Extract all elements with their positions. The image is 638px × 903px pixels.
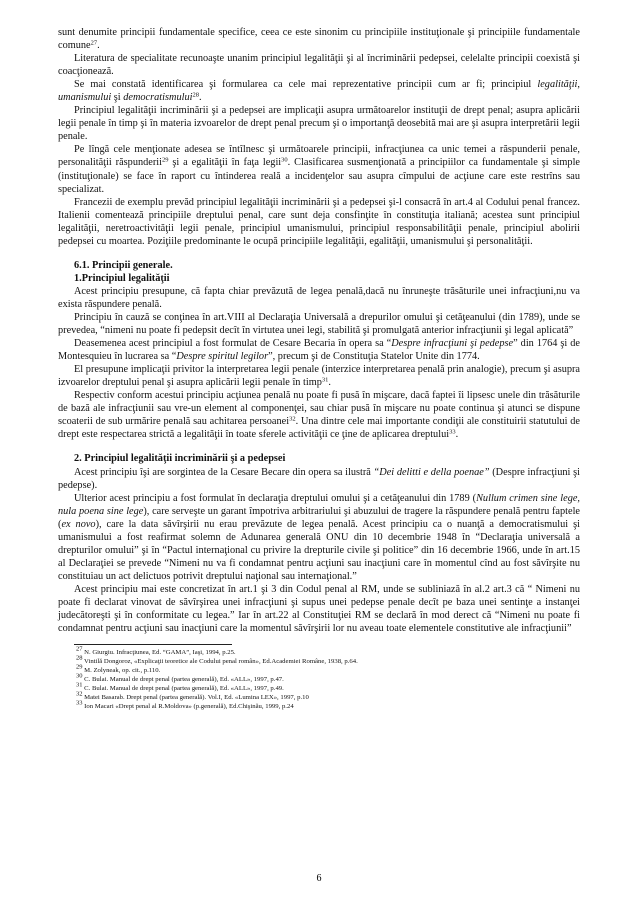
footnote-ref: 30 (281, 156, 288, 164)
paragraph (58, 466, 580, 492)
text-run: . (198, 92, 202, 104)
footnote (58, 690, 580, 703)
text-run: Francezii de exemplu prevăd principiul legalităţii incriminării şi a pedepsei şi-l consacră în art.4 al Codului penal francez. Italienii comentează principiile dreptului penal, care sunt deja consfinţite în constituţia italiană; acestea sunt principiul legalităţii, neretroactivităţii legii penale, principiul umanismului, principiul responsabilităţii penale, principiul abolirii pedepsei cu moartea. Poziţiile predominante le ocupă principiile legalităţii, egalităţii, umanismului şi personalităţii. (58, 196, 580, 247)
footnote (58, 681, 580, 694)
footnote-text: C. Bulai. Manual de drept penal (partea generală), Ed. «ALL», 1997, p.49. (82, 684, 284, 692)
footnote-text: Matei Basarab. Drept penal (partea generală). Vol.I, Ed. «Lumina LEX», 1997, p.10 (82, 693, 309, 701)
footnote (58, 645, 580, 658)
text-run: Acest principiu presupune, că fapta chiar prevăzută de legea penală,dacă nu înruneşte trăsăturile unei infracţiuni,nu va exista răspundere penală. (58, 285, 580, 310)
paragraph (58, 389, 580, 441)
footnote-number: 29 (76, 663, 83, 671)
footnotes (58, 645, 580, 711)
footnote-number: 33 (76, 699, 83, 707)
footnote-ref: 33 (449, 428, 456, 436)
body-text-top (58, 26, 580, 248)
text-run: . (455, 429, 459, 441)
footnote-ref: 31 (321, 376, 329, 384)
section-heading: 6.1. Principii generale. (74, 259, 173, 271)
italic-text: democratismului (123, 92, 193, 104)
italic-text: Nullum crimen sine lege, nula poena sine lege (58, 492, 580, 517)
paragraph (58, 143, 580, 195)
italic-text: Despre spiritul legilor (176, 351, 269, 363)
text-run: Ulterior acest principiu a fost formulat în declaraţia dreptului omului şi a cetăţeanului din 1789 ( (74, 492, 477, 504)
section-gap (58, 248, 580, 259)
footnote (58, 672, 580, 685)
footnote-text: Vintilă Dongoroz, «Explicaţii teoretice ale Codului penal român», Ed.Academiei Române, 1938, p.64. (82, 658, 358, 666)
footnote-separator (74, 644, 232, 645)
text-run: . (97, 40, 100, 52)
body-text-middle (58, 285, 580, 442)
footnote (58, 654, 580, 667)
paragraph (58, 583, 580, 635)
footnote-number: 28 (76, 654, 83, 662)
text-run: Deasemenea acest principiul a fost formulat de Cesare Becaria în opera sa “ (74, 338, 392, 350)
text-run: şi (111, 92, 124, 104)
footnote-ref: 27 (90, 39, 98, 47)
paragraph (58, 285, 580, 311)
text-run: Literatura de specialitate recunoaşte unanim principiul legalităţii şi al încriminării pedepsei, celelalte principii coexistă şi coacţionează. (58, 53, 580, 78)
body-text-bottom (58, 466, 580, 636)
paragraph (58, 196, 580, 248)
footnote-number: 31 (76, 681, 83, 689)
text-run: Principiu în cauză se conţinea în art.VIII al Declaraţia Universală a drepurilor omului şi cetăţeanului (din 1789), unde se prevedea, “nimeni nu poate fi pedepsit decît în virtutea unei legi, stabilită şi promulgată anterior infracţiunii şi legal aplicată” (58, 311, 580, 337)
italic-text: Despre infracţiuni şi pedepse (391, 338, 514, 350)
text-run: . (328, 377, 331, 389)
italic-text: ex novo (61, 518, 96, 530)
page-number: 6 (316, 873, 322, 884)
paragraph (58, 311, 580, 337)
text-run: ”, precum şi de Constituţia Statelor Unite din 1774. (268, 351, 480, 363)
footnote-text: C. Bulai. Manual de drept penal (partea generală), Ed. «ALL», 1997, p.47. (82, 675, 284, 683)
footnote-number: 32 (76, 690, 83, 698)
footnote-text: M. Zolyneak, op. cit., p.110. (82, 666, 161, 674)
text-run: . Clasificarea susmenţionată a principiilor ca fundamentale şi simple (instituţionale) se face în raport cu întinderea reală a incidenţelor sau asupra cîmpului de acţiune care este restrîns sau specializat. (58, 157, 580, 195)
footnote-number: 30 (76, 672, 83, 680)
footnote-ref: 32 (289, 415, 296, 423)
text-run: (Despre infracţiuni şi pedepse). (58, 466, 580, 491)
section-gap (58, 441, 580, 452)
text-run: , (577, 79, 580, 91)
text-run: . Una dintre cele mai importante condiţii ale constituirii statutului de drept este respectarea strictă a legalităţii în toate sferele activităţii ce ţine de aplicarea dreptului (58, 416, 580, 441)
text-run: sunt denumite principii fundamentale specifice, ceea ce este sinonim cu principiile instituţionale şi principiile fundamentale comune (58, 27, 580, 52)
paragraph (58, 26, 580, 52)
paragraph (58, 78, 580, 104)
footnote-ref: 28 (192, 91, 199, 99)
text-run: Principiul legalităţii incriminării şi a pedepsei are implicaţii asupra următoarelor instituţii de drept penal; asupra aplicării legii penale în timp şi în materia izvoarelor de drept penal precum şi o importanţă deosebită mai are şi asupra interpretării legii penale. (58, 105, 580, 143)
italic-text: “Dei delitti e della poenae” (373, 466, 490, 478)
text-run: ” din 1764 şi de Montesquieu în lucrarea sa “ (58, 338, 580, 363)
footnote (58, 663, 580, 676)
text-run: şi a egalităţii în faţa legii (168, 157, 282, 169)
text-run: ), care serveşte un garant împotriva arbitrariului şi abuzului de tragere la răspundere penală pentru faptele ( (58, 505, 581, 530)
footnote-text: Ion Macari «Drept penal al R.Moldova» (p.generală), Ed.Chişinău, 1999, p.24 (82, 702, 294, 710)
text-run: El presupune implicaţii privitor la interpretarea legii penale (interzice interpretarea penală prin analogie), precum şi asupra izvoarelor dreptului penal şi asupra aplicării legii penale în timp (58, 364, 580, 389)
italic-text: legalităţii (537, 79, 578, 91)
paragraph (58, 104, 580, 143)
paragraph (58, 492, 580, 583)
footnote-text: N. Giurgiu. Infracţiunea, Ed. “GAMA”, Iaşi, 1994, p.25. (82, 649, 236, 657)
paragraph (58, 363, 580, 389)
footnote (58, 699, 580, 712)
subheading-principle-incrimination: 2. Principiul legalităţii incriminării şi a pedepsei (74, 453, 286, 465)
italic-text: umanismului (58, 92, 112, 104)
text-run: Acest principiu mai este concretizat în art.1 şi 3 din Codul penal al RM, unde se subliniază în al.2 art.3 că “ Nimeni nu poate fi declarat vinovat de săvîrşirea unei infracţiuni şi supus unei pedepse penale decît pe baza unei sentinţe a instanţei judecătoreşti şi în conformitate cu legea.” Iar în art.22 al Constituţiei RM se declară în mod derect că “Nimeni nu poate fi condamnat pentru acţiuni sau inacţiuni care la momentul săvîrşirii lor nu aveau toate elementele constitutive ale infracţiunii” (58, 583, 580, 635)
text-run: ), care la data săvîrşirii nu erau prevăzute de legea penală. Acest principiu ca o nuanţă a democratismului şi umanismului a fost reafirmat solemn de Adunarea generală ONU din 10 decembrie 1948 în “Declaraţia universală a drepturilor omului” şi în “Pactul internaţional cu privire la drepturile civile şi politice” din 16 decembrie 1966, unde în art.15 al Declaraţiei se prevede “Nimeni nu va fi condamnat pentru acţiuni sau inacţiuni care în momentul cînd au fost săvîrşite nu constituiau un act delictuos potrivit dreptului naţional sau internaţional.” (58, 518, 580, 582)
subheading-principle-legality: 1.Principiul legalităţii (74, 272, 170, 284)
paragraph (58, 337, 580, 363)
text-run: Respectiv conform acestui principiu acţiunea penală nu poate fi pusă în mişcare, dacă faptei îi lipsesc unele din trăsăturile de bază ale infracţiunii sau vre-un element al componenţei, sau chiar pusă în mişcare nu poate continua şi atunci se dispune scoaterii de sub urmărire penală sau achitarea persoanei (58, 390, 580, 428)
text-run: Acest principiu îşi are sorgintea de la Cesare Becare din opera sa ilustră (74, 466, 374, 478)
text-run: Se mai constată identificarea şi formularea ca cele mai reprezentative principii cum ar fi; principiul (74, 79, 538, 91)
footnote-ref: 29 (162, 156, 169, 164)
paragraph (58, 52, 580, 78)
footnote-number: 27 (76, 645, 83, 653)
text-run: Pe lîngă cele menţionate adesea se întîlnesc şi următoarele principii, infracţiunea ca unic temei a răspunderii penale, personalităţii răspunderii (58, 144, 580, 169)
